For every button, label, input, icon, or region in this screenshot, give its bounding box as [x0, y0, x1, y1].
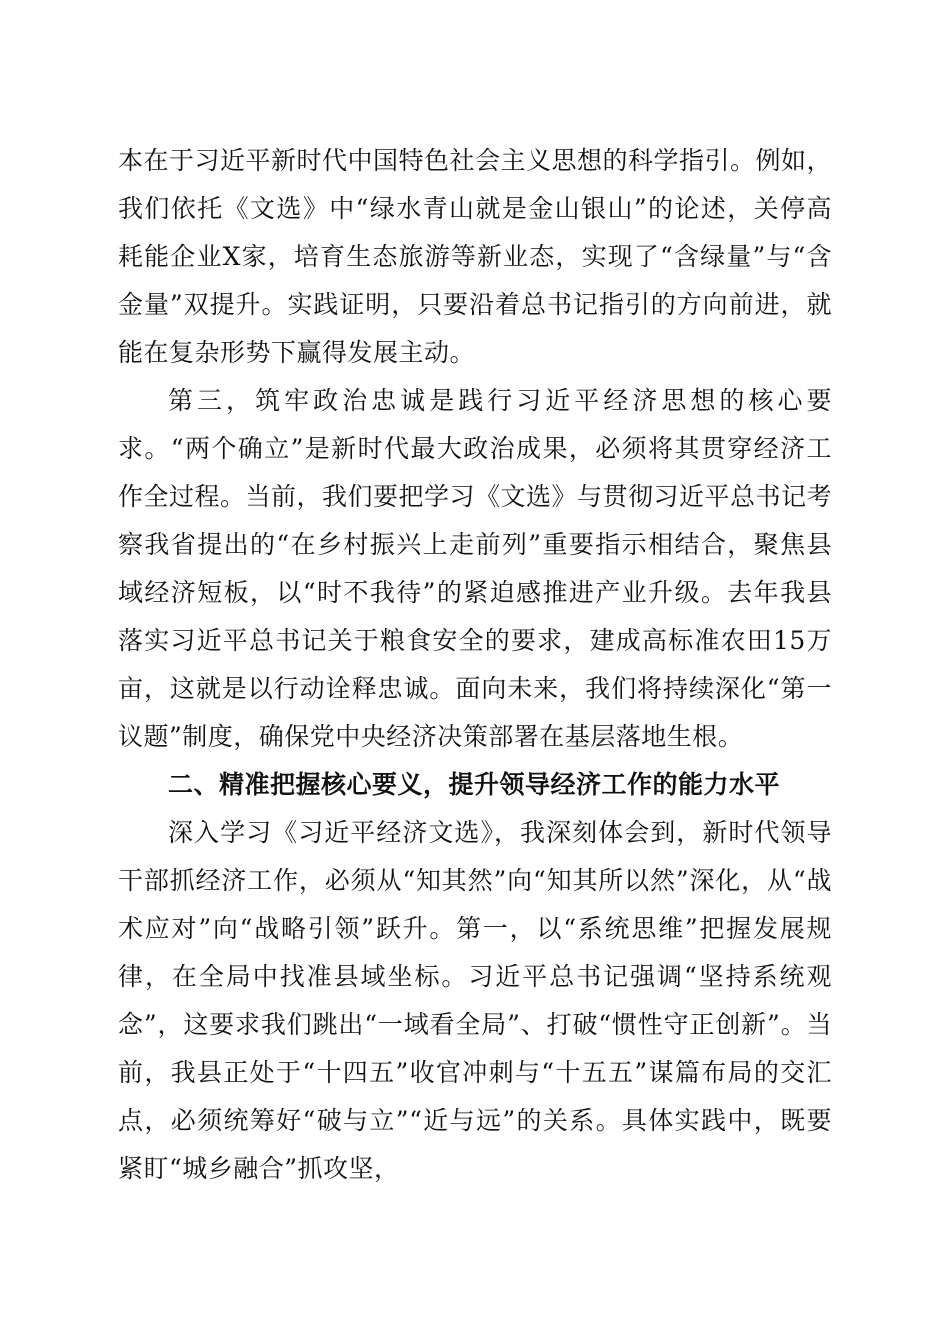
section-heading: 二、精准把握核心要义，提升领导经济工作的能力水平 [168, 770, 781, 799]
body-paragraph-2: 第三，筑牢政治忠诚是践行习近平经济思想的核心要求。“两个确立”是新时代最大政治成果，必须将其贯穿经济工作全过程。当前，我们要把学习《文选》与贯彻习近平总书记考察我省提出的“在乡村振兴上走前列”重要指示相结合，聚焦县域经济短板，以“时不我待”的紧迫感推进产业升级。去年我县落实习近平总书记关于粮食安全的要求，建成高标准农田15万亩，这就是以行动诠释忠诚。面向未来，我们将持续深化“第一议题”制度，确保党中央经济决策部署在基层落地生根。 [118, 386, 833, 751]
document-page [118, 137, 832, 1193]
body-paragraph-3: 深入学习《习近平经济文选》，我深刻体会到，新时代领导干部抓经济工作，必须从“知其然”向“知其所以然”深化，从“战术应对”向“战略引领”跃升。第一，以“系统思维”把握发展规律，在全局中找准县域坐标。习近平总书记强调“坚持系统观念”，这要求我们跳出“一域看全局”、打破“惯性守正创新”。当前，我县正处于“十四五”收官冲刺与“十五五”谋篇布局的交汇点，必须统筹好“破与立”“近与远”的关系。具体实践中，既要紧盯“城乡融合”抓攻坚， [118, 818, 832, 1183]
body-paragraph-1: 本在于习近平新时代中国特色社会主义思想的科学指引。例如，我们依托《文选》中“绿水青山就是金山银山”的论述，关停高耗能企业X家，培育生态旅游等新业态，实现了“含绿量”与“含金量”双提升。实践证明，只要沿着总书记指引的方向前进，就能在复杂形势下赢得发展主动。 [118, 146, 833, 367]
